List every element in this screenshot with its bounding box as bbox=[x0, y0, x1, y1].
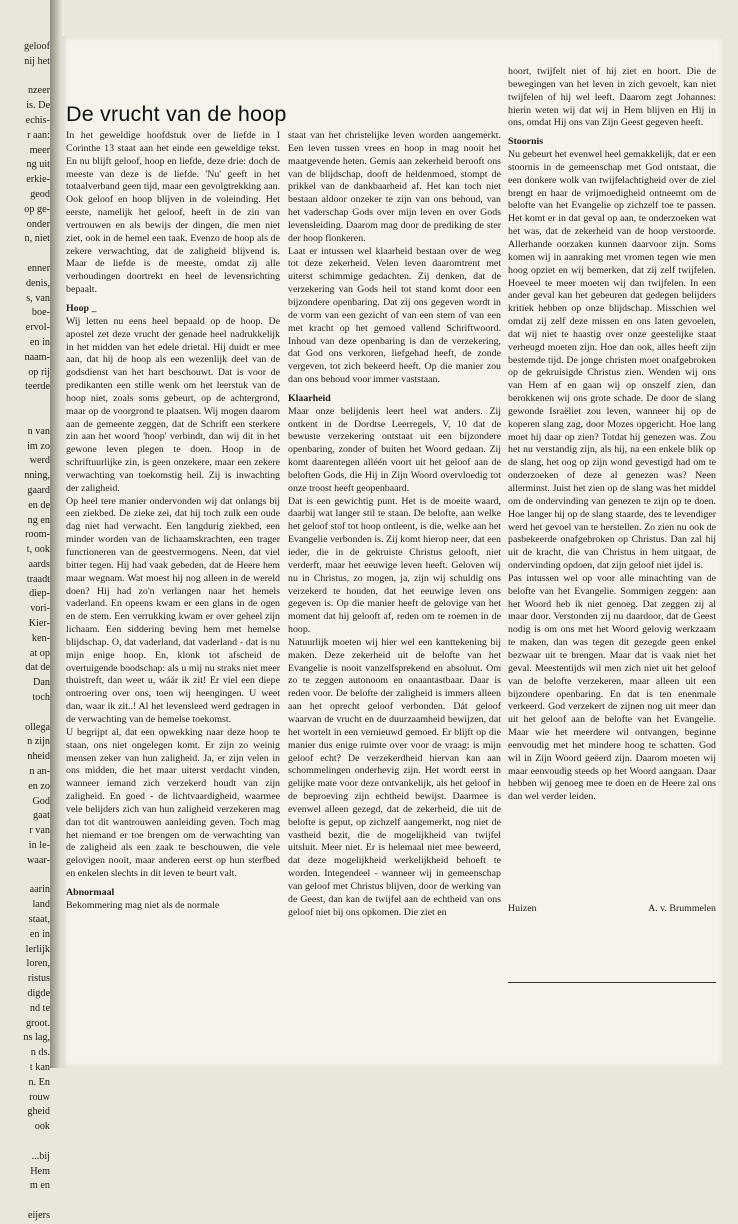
margin-text-line: ervol- bbox=[25, 322, 50, 334]
margin-text-line: r aan: bbox=[27, 129, 50, 141]
article-place: Huizen bbox=[508, 903, 537, 914]
margin-text-line: nij het bbox=[24, 55, 50, 67]
margin-text-line: aards bbox=[28, 558, 50, 570]
margin-text-line: ollega bbox=[25, 721, 50, 733]
article-paragraph: Bekommering mag niet als de normale bbox=[66, 899, 220, 911]
margin-text-line: Hem bbox=[30, 1165, 50, 1177]
margin-text-line: diep- bbox=[29, 588, 50, 600]
margin-text-line: n ds. bbox=[30, 1047, 50, 1059]
margin-text-line: rouw bbox=[29, 1091, 50, 1103]
margin-text-line: im zo bbox=[27, 440, 50, 452]
margin-text-line: geloof bbox=[23, 41, 50, 52]
article-column-2 bbox=[288, 130, 501, 919]
margin-text-line: gaard bbox=[27, 484, 50, 496]
article-paragraph: Dat is een gewichtig punt. Het is de moeite waard, daarbij wat langer stil te staan. De belofte, aan welke het geloof stof tot hoop ontleent, is die, welke aan het Evangelie verbonden is. Zij komt hierop neer, dat een ieder, die in de gekruiste Christus gelooft, niet verderft, maar het eeuwige leven heeft. Geloven wij nu in Christus, zo mogen, ja, zijn wij schuldig ons verzekerd te houden, dat het eeuwige leven ons gegeven is. Op die manier heeft de gelovige van het moment dat hij gelooft af, reden om te roemen in de hoop. bbox=[288, 495, 501, 636]
margin-text-line: boe- bbox=[31, 307, 50, 319]
margin-text-line: ng en bbox=[27, 514, 50, 526]
margin-text-line: ...bij bbox=[31, 1150, 50, 1162]
margin-text-line: ns lag, bbox=[23, 1032, 50, 1044]
margin-text-line: Kier- bbox=[28, 618, 50, 630]
article-paragraph: Laat er intussen wel klaarheid bestaan over de weg tot deze zekerheid. Velen leven daaromtrent met uiterst schimmige gedachten. Zij denken, dat de verzekering van Gods heil tot stand komt door een bijzondere openbaring. Dat zij ons gegeven wordt in de vorm van een gezicht of van een stem of van een met kracht op het gemoed vallend Schriftwoord. Inhoud van deze openbaring is dan de verzekering, dat God ons verkoren, liefgehad heeft, de zonde vergeven, tot zich bekeerd heeft. Op die manier zou dan ons behoud voor immer vaststaan. bbox=[288, 245, 501, 386]
article-paragraph: staat van het christelijke leven worden aangemerkt. Een leven tussen vrees en hoop in mag nooit het maatgevende heten. Gemis aan zekerheid berooft ons van de blijdschap, dooft de heldenmoed, stompt de prikkel van de dankbaarheid af. Het kan toch niet bestaan aldoor onzeker te zijn van ons behoud, van het vaderschap Gods over mijn leven en over Gods levensleiding. Daarom mag door de prediking de ster der hoop flonkeren. bbox=[288, 130, 501, 244]
margin-text-line: land bbox=[32, 899, 50, 911]
article-paragraph: Maar onze belijdenis leert heel wat anders. Zij ontkent in de Dordtse Leerregels, V, 10 dat de bewuste verzekering ontstaat uit een bijzondere openbaring, zonder of buiten het Woord gedaan. Zij komt daarentegen alléén voort uit het geloof aan de beloften Gods, die Hij in Zijn Woord overvloedig tot onze troost heeft geopenbaard. bbox=[288, 405, 501, 494]
margin-text-line: eijers bbox=[27, 1209, 50, 1221]
margin-text-line: groot. bbox=[25, 1017, 50, 1029]
margin-text-line: Dan bbox=[33, 677, 50, 689]
margin-text-line: m en bbox=[29, 1180, 50, 1192]
margin-text-line: naam- bbox=[24, 351, 50, 363]
article-column-3 bbox=[508, 66, 716, 804]
margin-text-line: waar- bbox=[27, 854, 50, 866]
margin-text-line: digde bbox=[27, 988, 50, 999]
margin-text-line bbox=[0, 869, 52, 884]
article-paragraph: Natuurlijk moeten wij hier wel een kanttekening bij maken. Deze zekerheid uit de belofte van het Evangelie is nooit vanzelfsprekend en absoluut. Om zo te zeggen autonoom en onaantastbaar. Daar is reden voor. De belofte der zaligheid is immers alleen aan het oprecht geloof verbonden. Dát geloof waarvan de vrucht en de duurzaamheid bewijzen, dat het wortelt in een vernieuwd gemoed. Er blijft op die manier dus enige ruimte over voor de vraag: is mijn geloof echt? De verzekerdheid hiervan kan aan schommelingen onderhevig zijn. Het wordt eerst in gelijke mate voor deze ontvankelijk, als het geloof in de beproeving zijn echtheid bewijst. Daarmee is evenwel alleen gezegd, dat de zekerheid, die uit de belofte is geput, op zichzelf aangemerkt, nog niet de vastheid bezit, die de mogelijkheid van twijfel uitsluit. Meer niet. Er is helemaal niet mee beweerd, dat deze mogelijkheid werkelijkheid behoeft te worden. Integendeel - wanneer wij in gemeenschap van geloof met Christus blijven, door de werking van de Geest, dan kan de twijfel aan de echtheid van ons geloof niet bij ons opkomen. Die ziet en bbox=[288, 636, 501, 918]
margin-text-line: lerlijk bbox=[25, 943, 50, 955]
margin-text-line: dat de bbox=[25, 662, 50, 674]
margin-text-line: erkie- bbox=[26, 174, 50, 186]
article-title: De vrucht van de hoop bbox=[66, 102, 287, 126]
margin-text-line: n van bbox=[27, 425, 50, 437]
margin-text-line: op ge- bbox=[24, 203, 50, 215]
section-heading: Abnormaal bbox=[66, 886, 115, 898]
margin-text-line: enner bbox=[27, 262, 50, 274]
signature-line bbox=[508, 903, 716, 914]
article-paragraph: Op heel tere manier ondervonden wij dat onlangs bij een ziekbed. De zieke zei, dat hij toch zulk een oude dag niet had verwacht. Een langdurig ziekbed, een minder worden van de lichaamskrachten, een trager functioneren van de geestvermogens. Neen, dat viel bitter tegen. Hij had vaak gebeden, dat de Heere hem maar wegnam. Wat moest hij nog alleen in de wereld doen? Hij had zo'n verlangen naar het hemels vaderland. En opeens kwam er een glans in de ogen en de stem. Een verrukking kwam er over geheel zijn lichaam. Een siddering beving hem met hemelse blijdschap. O, dat vaderland, dat vaderland - dat is nu mijn enige hoop. En, klonk tot afscheid de overtuigende boodschap: als u mij nu straks niet meer thuistreft, dan weet u, wáár ik zit! Er viel een diepe ontroering over ons, toen wij heengingen. U weet dan, waar ik zit..! Al het levensleed werd gedragen in de verwachting van de hemelse toekomst. bbox=[66, 495, 280, 725]
end-rule bbox=[508, 982, 716, 983]
margin-text-line: traadt bbox=[26, 573, 50, 585]
margin-text-line: en in bbox=[29, 336, 50, 348]
article-paragraph: Pas intussen wel op voor alle minachting van de belofte van het Evangelie. Sommigen zeggen: aan het Woord heb ik niet genoeg. Dat zeggen zij al maar door. Verstonden zij nu daardoor, dat de Geest nodig is om ons met het Woord gelovig werkzaam te maken, dan was tegen dit gezegde geen enkel bezwaar uit te brengen. Maar dat is vaak niet het geval. Meestentijds wil men zich niet uit het geloof van de belofte verzekeren, maar alleen uit een bijzondere openbaring. En dat is ten enenmale verkeerd. God verzekert de zijnen nog uit meer dan uit het geloof aan de belofte van het Evangelie. Maar wie het meerdere wil ontvangen, beginne eenvoudig met het mindere hoog te schatten. God wil in Zijn Woord geëerd zijn. Daarom moeten wij maar eenvoudig steeds op het Woord aangaan. Daar hebben wij genoeg mee te doen en de Heere zal ons dan wel verder leiden. bbox=[508, 572, 716, 803]
article-paragraph: Nu gebeurt het evenwel heel gemakkelijk, dat er een stoornis in de gemeenschap met God ontstaat, die een donkere wolk van twijfelachtigheid over de ziel brengt en haar de vrijmoedigheid ontneemt om de belofte van het Evangelie op zichzelf toe te passen. Het komt er in dat geval op aan, te onderzoeken wat het was, dat de zekerheid van de hoop verstoorde. Allerhande oorzaken kunnen daarvoor zijn. Soms komen wij in aanraking met vromen tegen wie men hoog opziet en wij bemerken, dat zij zelf twijfelen. Hoeveel te meer moeten wij dan twijfelen. In een ander geval kan het gebeuren dat gedegen belijders kritiek hebben op onze blijdschap. Misschien wel omdat zij zelf deze missen en ons laten gevoelen, dat wij niet te haastig over onze geestelijke staat verheugd moeten zijn. Hoe dan ook, alles heeft zijn bestemde tijd. De jonge christen moet onafgebroken op de gekruisigde Christus zien. Wenden wij ons van Hem af en gaan wij op onszelf zien, dan berokkenen wij ons grote schade. De door de slang gewonde Israëliet zou leven, wanneer hij op de koperen slang zag, door Mozes opgericht. Hoe lang moet hij daar op zien? Totdat hij genezen was. Zou het nu verstandig zijn, als hij, na een enkele blik op de slang, het oog op zijn wond gevestigd had om te onderzoeken of deze al genezen was? Neen allerminst. Juist het zien op de slang was het middel om de ondervinding van genezen te zijn op te doen. Hoe langer hij op de slang staarde, des te levendiger werd het gevoel van te herstellen. Zo zien nu ook de pasbekeerde onafgebroken op Christus. Dan zal hij uit de kracht, die van Christus in hem uitgaat, de ondervinding opdoen, dat zijn geloof niet ijdel is. bbox=[508, 149, 716, 572]
margin-text-line: in le- bbox=[28, 840, 50, 852]
margin-text-line: denis, bbox=[25, 277, 50, 289]
margin-text-line: nning, bbox=[24, 470, 50, 482]
article-paragraph: hoort, twijfelt niet of hij ziet en hoort. Die de bewegingen van het leven in zich gevoelt, kan niet twijfelen of hij wel leeft. Daarom zegt Johannes: hierin weten wij dat wij in Hem blijven en Hij in ons, omdat Hij ons van Zijn Geest gegeven heeft. bbox=[508, 66, 716, 129]
margin-text-line bbox=[0, 395, 52, 410]
margin-text-line: echis- bbox=[25, 114, 50, 126]
margin-text-line bbox=[0, 410, 52, 425]
margin-text-line: t, ook bbox=[26, 544, 50, 556]
margin-text-line: God bbox=[32, 795, 50, 807]
margin-text-line: n, niet bbox=[24, 233, 50, 245]
margin-text-line bbox=[0, 1194, 52, 1209]
margin-text-line: vori- bbox=[30, 603, 50, 615]
margin-text-line: room- bbox=[25, 529, 50, 541]
margin-text-line: staat, bbox=[28, 914, 50, 926]
article-paragraph: Wij letten nu eens heel bepaald op de hoop. De apostel zet deze vrucht der genade heel nadrukkelijk in het midden van het edele drietal. Hij duidt er mee aan, dat hij de hoop als een wezenlijk deel van de godsdienst van het hart beschouwt. Dat is voor de predikanten een stille wenk om het leerstuk van de hoop niet, zoals soms gebeurt, op de achtergrond, maar op de voorgrond te plaatsen. Wij mogen daarom aan de gemeente zeggen, dat de Schrift een sterkere zin aan het woord 'hoop' verbindt, dan wij dit in het gewone leven plegen te doen. Hoop in de schriftuurlijke zin, is geen onzekere, maar een zekere verwachting van toekomstig heil. Zij is inwachting der zaligheid. bbox=[66, 315, 280, 494]
margin-text-line bbox=[0, 706, 52, 721]
margin-text-line: nheid bbox=[27, 751, 50, 763]
margin-text-line: gheid bbox=[27, 1106, 50, 1118]
margin-text-line: en zo bbox=[28, 780, 50, 792]
margin-text-line: at op bbox=[29, 647, 50, 659]
margin-text-line: en de bbox=[28, 499, 50, 511]
margin-text-line: gaat bbox=[33, 810, 50, 822]
margin-text-line bbox=[0, 1135, 52, 1150]
section-heading: Klaarheid bbox=[288, 392, 331, 404]
margin-text-line bbox=[0, 70, 52, 85]
margin-text-line: teerde bbox=[25, 381, 50, 393]
margin-text-line: t kan bbox=[29, 1061, 50, 1073]
margin-text-line bbox=[0, 247, 52, 262]
left-page-margin-text bbox=[0, 40, 52, 1221]
margin-text-line: en in bbox=[29, 928, 50, 940]
margin-text-line: geod bbox=[30, 188, 50, 200]
section-heading: Hoop _ bbox=[66, 302, 97, 314]
margin-text-line: ook bbox=[34, 1121, 50, 1133]
margin-text-line: ristus bbox=[27, 973, 50, 985]
article-paragraph: U begrijpt al, dat een opwekking naar deze hoop te staan, ons niet ongelegen komt. Er zijn zo weinig mensen zeker van hun zaligheid. Ja, er zijn velen in ons midden, die het maar uiterst verdacht vinden, wanneer iemand zich verzekerd houdt van zijn zaligheid. En goed - de lichtvaardigheid, waarmee vele belijders zich van hun zaligheid verzekeren mag dan tot dit wantrouwen aanleiding geven. Toch mag het niemand er toe brengen om de verwachting van de zaligheid als een zaak te beschouwen, die vele gelovigen nooit, maar anderen eerst op hun sterfbed en enkelen slechts in dit leven te beurt valt. bbox=[66, 726, 280, 880]
margin-text-line: onder bbox=[26, 218, 50, 230]
margin-text-line: loren, bbox=[26, 958, 50, 970]
article-column-1 bbox=[66, 130, 280, 913]
margin-text-line: n zijn bbox=[27, 736, 50, 748]
margin-text-line: is. De bbox=[26, 100, 50, 112]
margin-text-line: ng uit bbox=[26, 159, 50, 171]
section-heading: Stoornis bbox=[508, 136, 544, 148]
margin-text-line: toch bbox=[32, 692, 50, 704]
margin-text-line: n an- bbox=[29, 766, 50, 778]
margin-text-line: werd bbox=[29, 455, 50, 467]
margin-text-line: nzeer bbox=[27, 85, 50, 97]
article-paragraph: In het geweldige hoofdstuk over de liefde in I Corinthe 13 staat aan het einde een geweldige tekst. En nu blijft geloof, hoop en liefde, deze drie: doch de meeste van deze is de liefde. 'Nu' geeft in het totaalverband geen tijd, maar een gevolgtrekking aan. Ook geloof en hoop blijven in de voleinding. Het eerste, namelijk het geloof, heeft in de zin van vertrouwen en als bewijs der dingen, die men niet ziet, ook in de hemel een taak. Evenzo de hoop als de zekere verwachting, dat de zaligheid blijvend is. Maar de liefde is de meeste, omdat zij alle verhoudingen doortrekt en heel de levensrichting bepaalt. bbox=[66, 130, 280, 296]
margin-text-line: r van bbox=[29, 825, 50, 837]
margin-text-line: meer bbox=[29, 144, 50, 156]
margin-text-line: s, van bbox=[26, 292, 50, 304]
margin-text-line: ken- bbox=[31, 632, 50, 644]
margin-text-line: n. En bbox=[28, 1076, 50, 1088]
article-author: A. v. Brummelen bbox=[648, 903, 716, 914]
margin-text-line: aarin bbox=[29, 884, 50, 896]
margin-text-line: nd te bbox=[29, 1002, 50, 1014]
margin-text-line: op rij bbox=[28, 366, 50, 378]
